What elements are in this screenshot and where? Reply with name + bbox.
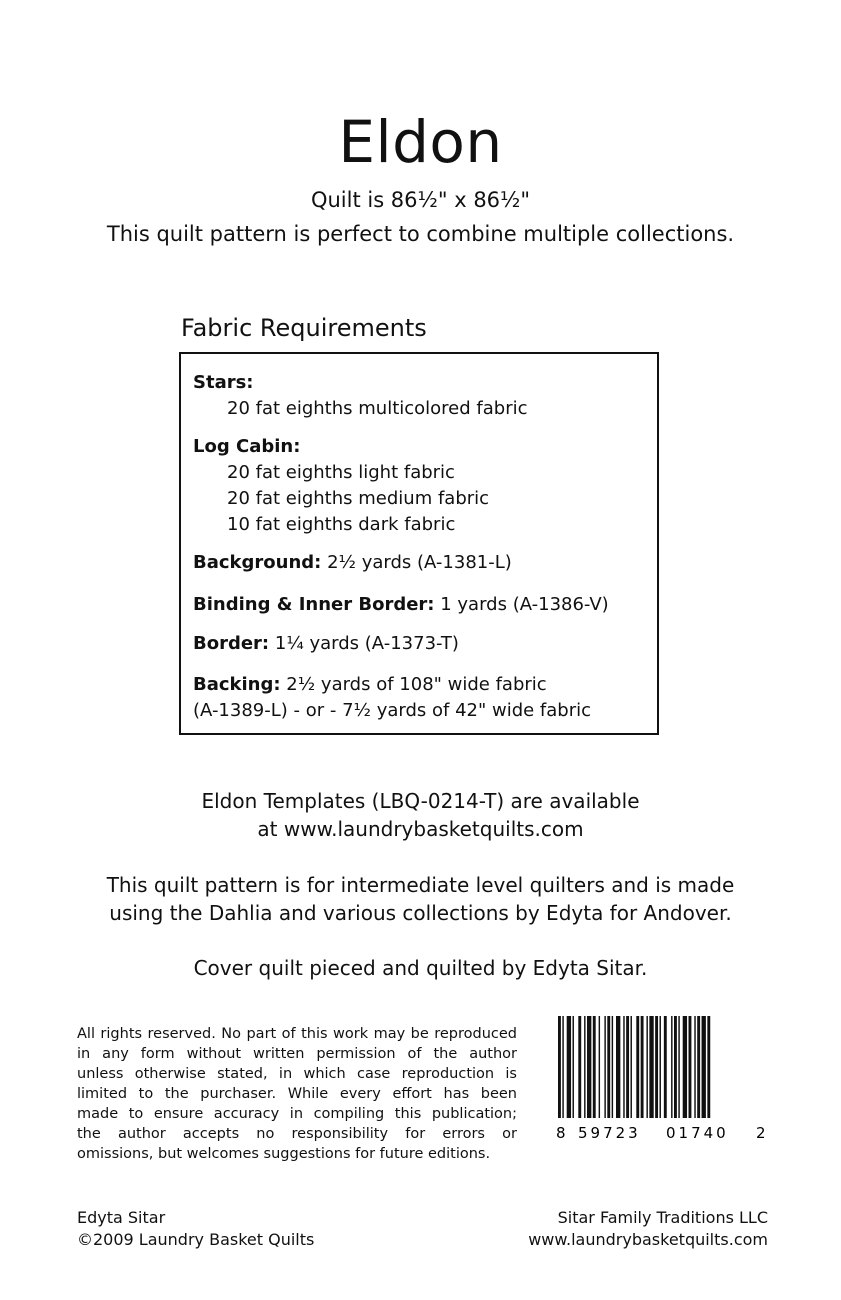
barcode-bar xyxy=(567,1016,571,1118)
legal-line: in any form without written permission of the author xyxy=(77,1046,517,1062)
fabric-requirements-heading: Fabric Requirements xyxy=(181,314,427,342)
barcode-bar xyxy=(694,1016,695,1118)
barcode-bars xyxy=(558,1016,710,1118)
templates-line: Eldon Templates (LBQ-0214-T) are available xyxy=(201,789,640,813)
barcode-bar xyxy=(683,1016,687,1118)
background-requirement xyxy=(193,550,512,576)
border-requirement xyxy=(193,631,459,657)
backing-requirement xyxy=(193,672,591,724)
barcode-bar xyxy=(623,1016,624,1118)
legal-line: made to ensure accuracy in compiling this publication; xyxy=(77,1106,517,1122)
log-cabin-item: 20 fat eighths light fabric xyxy=(227,462,455,483)
barcode-bar xyxy=(702,1016,706,1118)
barcode-bar xyxy=(573,1016,574,1118)
page-title: Eldon xyxy=(338,108,503,176)
barcode xyxy=(554,1014,768,1140)
barcode-bar xyxy=(671,1016,672,1118)
log-cabin-requirement xyxy=(193,434,489,538)
stars-requirement xyxy=(193,370,528,422)
footer-left xyxy=(77,1207,314,1251)
barcode-bar xyxy=(660,1016,661,1118)
binding-requirement xyxy=(193,592,609,618)
level-line: This quilt pattern is for intermediate level quilters and is made xyxy=(106,873,735,897)
barcode-bar xyxy=(689,1016,692,1118)
level-note xyxy=(0,871,841,927)
barcode-bar xyxy=(641,1016,644,1118)
legal-line: limited to the purchaser. While every effort has been xyxy=(77,1086,517,1102)
barcode-bar xyxy=(636,1016,639,1118)
barcode-bar xyxy=(649,1016,653,1118)
barcode-bar xyxy=(707,1016,710,1118)
border-label: Border: xyxy=(193,633,270,654)
publisher-website: www.laundrybasketquilts.com xyxy=(528,1230,768,1249)
barcode-bar xyxy=(593,1016,596,1118)
binding-label: Binding & Inner Border: xyxy=(193,594,435,615)
barcode-bar xyxy=(612,1016,613,1118)
copyright: ©2009 Laundry Basket Quilts xyxy=(77,1230,315,1249)
barcode-bar xyxy=(674,1016,677,1118)
background-label: Background: xyxy=(193,552,322,573)
barcode-bar xyxy=(631,1016,632,1118)
legal-line: omissions, but welcomes suggestions for future editions. xyxy=(77,1146,491,1162)
border-value: 1¼ yards (A-1373-T) xyxy=(269,633,459,654)
backing-value: 2½ yards of 108" wide fabric xyxy=(280,674,547,695)
templates-note xyxy=(0,787,841,843)
barcode-bar xyxy=(578,1016,581,1118)
barcode-bar xyxy=(599,1016,600,1118)
quilt-size: Quilt is 86½" x 86½" xyxy=(310,188,531,212)
legal-line: the author accepts no responsibility for errors or xyxy=(77,1126,517,1142)
legal-line: unless otherwise stated, in which case reproduction is xyxy=(77,1066,517,1082)
barcode-bar xyxy=(604,1016,605,1118)
legal-line: All rights reserved. No part of this work may be reproduced xyxy=(77,1026,517,1042)
backing-value-line2: (A-1389-L) - or - 7½ yards of 42" wide fabric xyxy=(193,700,592,721)
stars-item: 20 fat eighths multicolored fabric xyxy=(227,398,528,419)
barcode-bar xyxy=(646,1016,647,1118)
fabric-requirements-box xyxy=(179,352,659,735)
barcode-bar xyxy=(616,1016,620,1118)
footer-right xyxy=(528,1207,768,1251)
barcode-bar xyxy=(664,1016,667,1118)
templates-link-line: at www.laundrybasketquilts.com xyxy=(257,817,584,841)
barcode-bar xyxy=(607,1016,610,1118)
log-cabin-item: 20 fat eighths medium fabric xyxy=(227,488,490,509)
barcode-last-digit: 2 xyxy=(756,1124,766,1140)
barcode-bar xyxy=(626,1016,629,1118)
barcode-bar xyxy=(697,1016,700,1118)
barcode-left-digits: 59723 xyxy=(578,1124,641,1140)
barcode-right-digits: 01740 xyxy=(666,1124,729,1140)
quilt-description: This quilt pattern is perfect to combine multiple collections. xyxy=(106,222,735,246)
publisher-name: Sitar Family Traditions LLC xyxy=(557,1208,768,1227)
barcode-bar xyxy=(678,1016,679,1118)
barcode-bar xyxy=(584,1016,585,1118)
barcode-bar xyxy=(587,1016,591,1118)
barcode-first-digit: 8 xyxy=(556,1124,566,1140)
binding-value: 1 yards (A-1386-V) xyxy=(434,594,609,615)
barcode-bar xyxy=(655,1016,658,1118)
cover-credit: Cover quilt pieced and quilted by Edyta Sitar. xyxy=(193,956,648,980)
barcode-bar xyxy=(562,1016,563,1118)
background-value: 2½ yards (A-1381-L) xyxy=(321,552,512,573)
barcode-bar xyxy=(558,1016,561,1118)
log-cabin-label: Log Cabin: xyxy=(193,436,301,457)
legal-notice xyxy=(77,1024,517,1164)
backing-label: Backing: xyxy=(193,674,281,695)
stars-label: Stars: xyxy=(193,372,254,393)
log-cabin-item: 10 fat eighths dark fabric xyxy=(227,514,456,535)
author-name: Edyta Sitar xyxy=(77,1208,166,1227)
level-line: using the Dahlia and various collections by Edyta for Andover. xyxy=(109,901,732,925)
